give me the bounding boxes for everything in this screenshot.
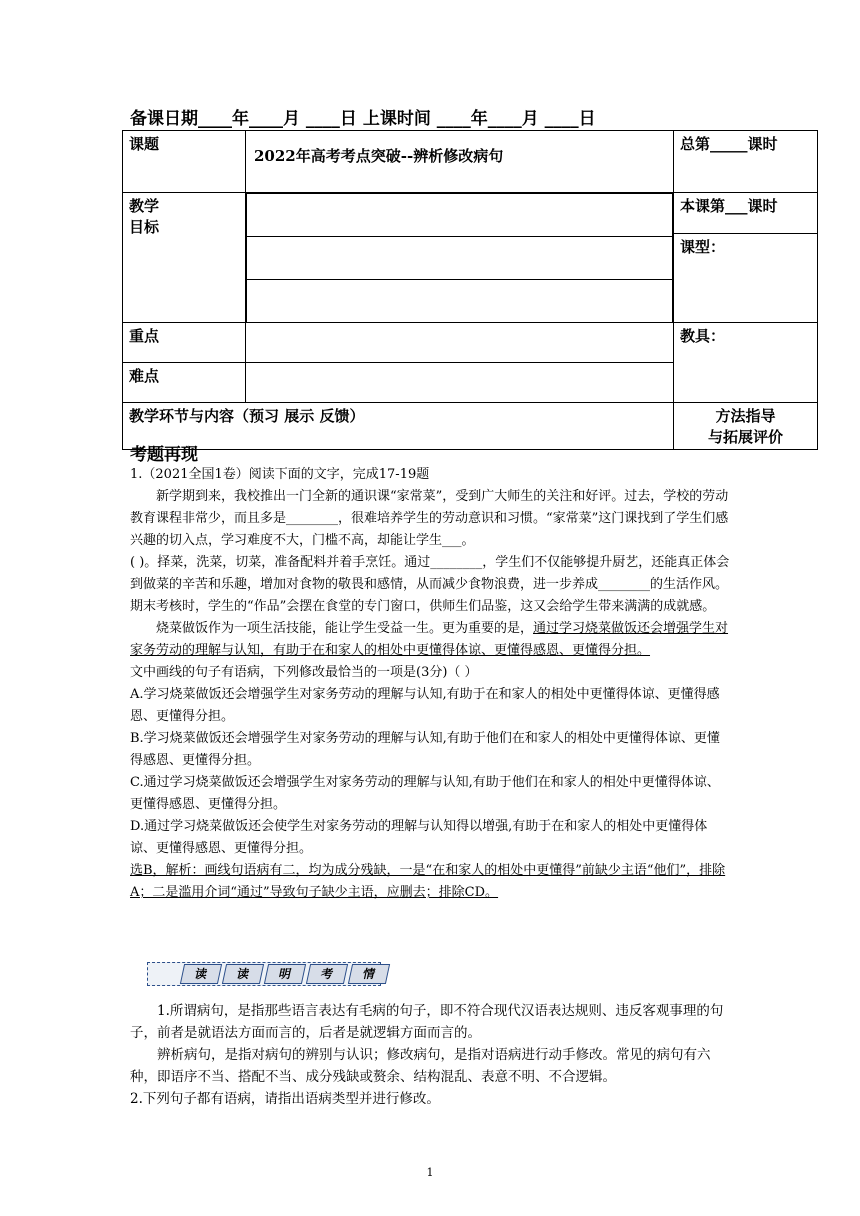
goal-label (123, 193, 246, 323)
banner-chars (182, 964, 388, 982)
date-header: 备课日期____年____月 ____日 上课时间 ____年____月 ____日 (130, 109, 596, 129)
question-block (130, 464, 730, 904)
method-line1: 方法指导 (715, 407, 776, 425)
goal-row-3 (247, 280, 673, 323)
this-lesson-count: 本课第___课时 (674, 193, 817, 234)
note-3: 2.下列句子都有语病，请指出语病类型并进行修改。 (130, 1091, 440, 1107)
banner-char-4: 考 (306, 964, 348, 984)
method-line2: 与拓展评价 (707, 428, 783, 446)
key-point-content (246, 323, 674, 363)
total-lesson-count: 总第_____课时 (674, 131, 818, 193)
goal-label-line1: 教学 (129, 197, 160, 215)
note-2: 辨析病句，是指对病句的辨别与认识；修改病句，是指对语病进行动手修改。常见的病句有六种，即语序不当、搭配不当、成分残缺或赘余、结构混乱、表意不明、不合逻辑。 (130, 1047, 711, 1085)
passage-paragraph-1: 新学期到来，我校推出一门全新的通识课“家常菜”，受到广大师生的关注和好评。过去，学校的劳动教育课程非常少，而且多是________，很难培养学生的劳动意识和习惯。“家常菜”这门课找到了学生们感兴趣的切入点，学习难度不大，门槛不高，却能让学生___。 (130, 489, 729, 548)
option-c: C.通过学习烧菜做饭还会增强学生对家务劳动的理解与认知,有助于他们在和家人的相处中更懂得体谅、更懂得感恩、更懂得分担。 (130, 775, 720, 812)
lesson-title: 2022年高考考点突破--辨析修改病句 (246, 131, 674, 193)
passage-paragraph-3 (130, 618, 730, 662)
question-stem: 文中画线的句子有语病，下列修改最恰当的一项是(3分)（ ） (130, 665, 478, 680)
section-banner (147, 962, 381, 986)
difficulty-content (246, 363, 674, 403)
page-number: 1 (426, 1166, 434, 1179)
lesson-type: 课型： (680, 238, 726, 256)
passage-paragraph-2: ( )。择菜，洗菜，切菜，准备配料并着手烹饪。通过________，学生们不仅能够提升厨艺，还能真正体会到做菜的辛苦和乐趣，增加对食物的敬畏和感情，从而减少食物浪费，进一步养成________的生活作风。期末考核时，学生的“作品”会摆在食堂的专门窗口，供师生们品鉴，这又会给学生带来满满的成就感。 (130, 555, 730, 614)
option-d: D.通过学习烧菜做饭还会使学生对家务劳动的理解与认知得以增强,有助于在和家人的相处中更懂得体谅、更懂得感恩、更懂得分担。 (130, 819, 708, 856)
option-b: B.学习烧菜做饭还会增强学生对家务劳动的理解与认知,有助于他们在和家人的相处中更懂得体谅、更懂得感恩、更懂得分担。 (130, 731, 720, 768)
lesson-plan-table (122, 130, 818, 450)
underlined-sentence: 通过学习烧菜做饭还会增强学生对家务劳动的理解与认知，有助于在和家人的相处中更懂得体谅、更懂得感恩、更懂得分担。 (130, 621, 729, 658)
banner-char-1: 读 (180, 964, 222, 984)
passage-paragraph-3-text: 烧菜做饭作为一项生活技能，能让学生受益一生。更为重要的是， (156, 621, 534, 636)
difficulty-label: 难点 (123, 363, 246, 403)
goal-row-2 (247, 237, 673, 280)
question-intro: 1.（2021全国1卷）阅读下面的文字，完成17-19题 (130, 467, 430, 482)
key-point-label: 重点 (123, 323, 246, 363)
tools-label: 教具： (674, 323, 818, 403)
goal-row-1 (247, 194, 673, 237)
banner-char-3: 明 (264, 964, 306, 984)
topic-label: 课题 (123, 131, 246, 193)
note-1: 1.所谓病句，是指那些语言表达有毛病的句子，即不符合现代汉语表达规则、违反客观事理的句子，前者是就语法方面而言的，后者是就逻辑方面而言的。 (130, 1003, 724, 1041)
option-a: A.学习烧菜做饭还会增强学生对家务劳动的理解与认知,有助于在和家人的相处中更懂得体谅、更懂得感恩、更懂得分担。 (130, 687, 720, 724)
answer-explanation: 选B，解析：画线句语病有二，均为成分残缺，一是“在和家人的相处中更懂得”前缺少主语“他们”，排除A；二是滥用介词“通过”导致句子缺少主语，应删去；排除CD。 (130, 863, 726, 900)
banner-char-5: 情 (348, 964, 390, 984)
goal-subtable (246, 193, 673, 322)
process-header: 教学环节与内容（预习 展示 反馈） (123, 403, 674, 450)
notes-block (130, 1000, 730, 1110)
banner-char-2: 读 (222, 964, 264, 984)
section-title: 考题再现 (130, 445, 198, 465)
goal-rows (246, 193, 674, 323)
goal-label-line2: 目标 (129, 218, 160, 236)
method-header (674, 403, 818, 450)
lesson-meta (674, 193, 818, 323)
